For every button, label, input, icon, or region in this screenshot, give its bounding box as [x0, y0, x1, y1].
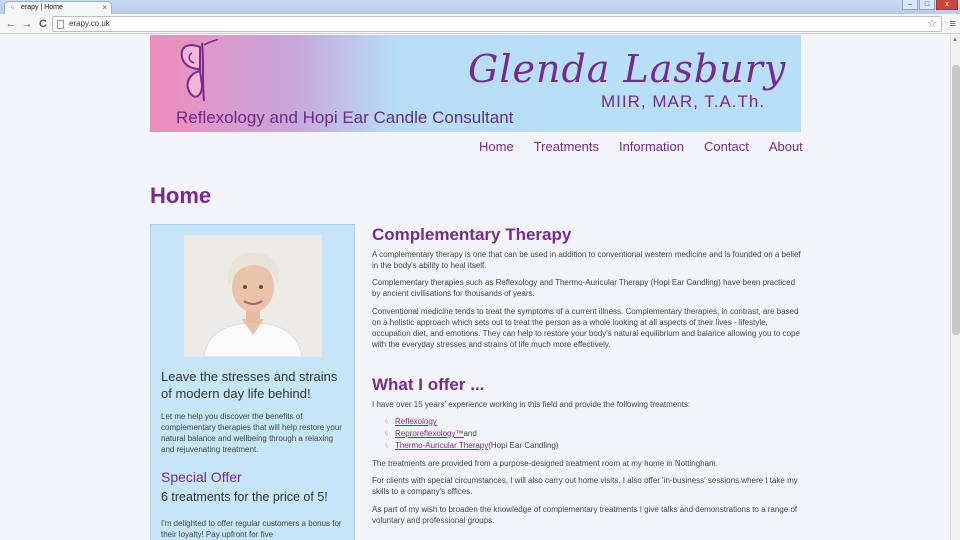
- special-offer-title: Special Offer: [161, 469, 242, 485]
- tab-title: erapy | Home: [21, 4, 63, 11]
- page-title: Home: [150, 183, 212, 208]
- maximize-icon[interactable]: □: [919, 0, 935, 10]
- treatment-suffix: (Hopi Ear Candling): [488, 441, 559, 450]
- offer-intro: I have over 15 years' experience working in this field and provide the following treatments:: [372, 400, 691, 409]
- list-item: [384, 416, 558, 428]
- treatments-list: [384, 416, 558, 452]
- complementary-paragraph-2: Complementary therapies such as Reflexology and Thermo-Auricular Therapy (Hopi Ear Candling) have been practiced by ancient civilisations for thousands of years.: [372, 278, 796, 298]
- complementary-therapy-heading: Complementary Therapy: [372, 225, 572, 244]
- treatment-link[interactable]: Thermo-Auricular Therapy: [395, 441, 489, 450]
- offer-paragraph-4: As part of my wish to broaden the knowledge of complementary treatments I give talks and demonstrations to a range of voluntary and professional groups.: [372, 505, 798, 525]
- scrollbar[interactable]: [950, 35, 960, 540]
- minimize-icon[interactable]: –: [902, 0, 918, 10]
- bookmark-star-icon[interactable]: ☆: [927, 18, 937, 30]
- scroll-up-icon[interactable]: ▲: [952, 37, 958, 43]
- nav-information[interactable]: Information: [618, 139, 684, 154]
- offer-paragraph-3: For clients with special circumstances, I will also carry out home visits. I also offer 'in-business' sessions where I take my skills to a company's offices.: [372, 476, 798, 496]
- special-offer-text: I'm delighted to offer regular customers a bonus for their loyalty! Pay upfront for five: [161, 519, 342, 539]
- favicon-icon: ᛃ: [10, 3, 15, 12]
- what-i-offer-heading: What I offer ...: [372, 375, 485, 394]
- portrait-photo: [184, 235, 322, 357]
- main-nav: [479, 139, 803, 155]
- nav-treatments[interactable]: Treatments: [533, 139, 599, 154]
- complementary-paragraph-1: A complementary therapy is one that can be used in addition to conventional western medicine and is founded on a belief in the body's ability to heal itself.: [372, 250, 801, 270]
- page-icon: [57, 20, 64, 29]
- offer-paragraph-2: The treatments are provided from a purpose-designed treatment room at my home in Nottingham.: [372, 459, 718, 468]
- complementary-paragraph-3: Conventional medicine tends to treat the symptoms of a current illness. Complementary therapies, in contrast, are based on a holistic approach which sets out to treat the person as a whole looking at all aspects of their lives - lifestyle, occupation diet, and emotions. They can help to restore your body's natural equilibrium and balance allowing you to cope with the everyday stresses and strains of life much more effectively.: [372, 307, 800, 349]
- browser-toolbar: [0, 14, 960, 34]
- list-item: [384, 440, 558, 452]
- butterfly-bullet-icon: ᛃ: [384, 429, 389, 438]
- butterfly-bullet-icon: ᛃ: [384, 441, 389, 450]
- sidebar-text: Let me help you discover the benefits of complementary therapies that will help restore your natural balance and wellbeing through a relaxing and rejuvenating treatment.: [161, 412, 342, 454]
- treatment-link[interactable]: Reflexology: [395, 417, 437, 426]
- nav-contact[interactable]: Contact: [704, 139, 749, 154]
- logo-name[interactable]: Glenda Lasbury: [468, 47, 787, 91]
- browser-tab-bar: [0, 0, 960, 14]
- list-item: [384, 428, 558, 440]
- butterfly-bullet-icon: ᛃ: [384, 417, 389, 426]
- address-bar[interactable]: [52, 16, 942, 32]
- sidebar-heading: Leave the stresses and strains of modern day life behind!: [161, 369, 338, 401]
- treatment-suffix: and: [463, 429, 477, 438]
- butterfly-logo-icon: [178, 39, 220, 103]
- browser-tab[interactable]: [4, 1, 112, 14]
- header-banner: [150, 35, 801, 132]
- back-icon[interactable]: ←: [5, 18, 17, 30]
- forward-icon[interactable]: →: [21, 18, 33, 30]
- logo-tagline: Reflexology and Hopi Ear Candle Consultant: [176, 108, 514, 127]
- nav-about[interactable]: About: [768, 139, 803, 154]
- treatment-link[interactable]: Reproreflexology™: [395, 429, 464, 438]
- window-controls: [901, 0, 958, 12]
- scrollbar-thumb[interactable]: [952, 65, 960, 335]
- menu-icon[interactable]: ≡: [949, 18, 956, 30]
- url-text[interactable]: erapy.co.uk: [69, 19, 110, 28]
- nav-home[interactable]: Home: [479, 139, 514, 154]
- sidebar: [150, 224, 355, 540]
- reload-icon[interactable]: C: [39, 18, 47, 30]
- logo-qualifications: MIIR, MAR, T.A.Th.: [601, 92, 766, 111]
- special-offer-subtitle: 6 treatments for the price of 5!: [161, 490, 328, 504]
- window-close-icon[interactable]: x: [936, 0, 958, 10]
- tab-close-icon[interactable]: ×: [102, 3, 107, 12]
